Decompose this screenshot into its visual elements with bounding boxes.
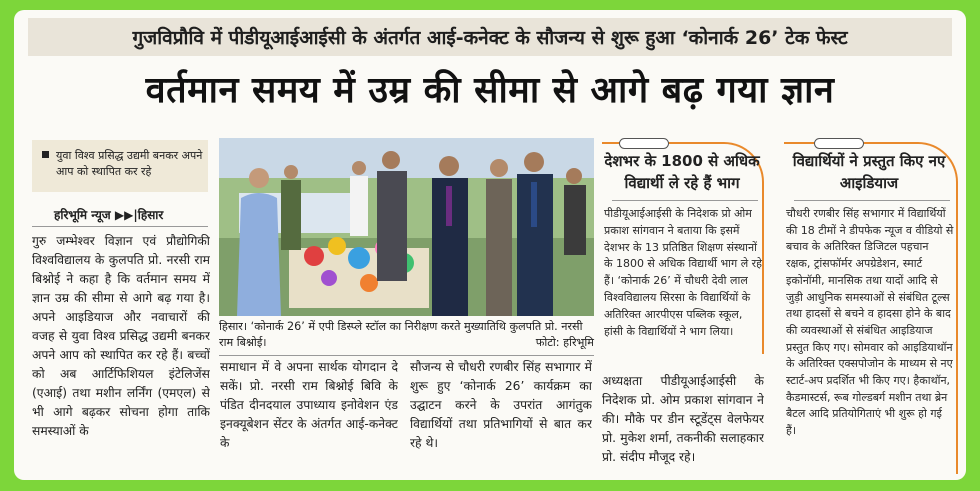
caption-divider bbox=[219, 355, 594, 356]
pin-icon bbox=[814, 138, 864, 149]
column-2-text: समाधान में वे अपना सार्थक योगदान दे सकें। प्रो. नरसी राम बिश्नोई बिवि के पंडित दीनदयाल उपाध्याय इनोवेशन एंड इनक्यूबेशन सेंटर के अंतर्गत आई-कनेक्ट के bbox=[220, 360, 398, 450]
byline: हरिभूमि न्यूज ▶▶|हिसार bbox=[54, 208, 164, 222]
box-body-right: चौधरी रणबीर सिंह सभागार में विद्यार्थियों की 18 टीमों ने डीपफेक न्यूज व वीडियो से बचाव के अतिरिक्त डिजिटल पहचान रक्षक, ट्रांसफॉर्मर अपग्रेडेशन, स्मार्ट इकोनॉमी, मानसिक तथा यादों आदि से जुड़ी आधुनिक समस्याओं से संबंधित टूल्स तथा हादसों से बचने व हादसा होने के बाद की व्यवस्थाओं से संबंधित आइडियाज प्रस्तुत किए गए। सोमवार को आइडियाथॉन के अतिरिक्त एक्सपोजोन के माध्यम से नए स्टार्ट-अप प्रदर्शित भी किए गए। हैकाथॉन, कैडमास्टर्स, रूब गोल्डबर्ग मशीन तथा ब्रेन बैटल आदि प्रतियोगिताएं भी शुरू हो गई हैं। bbox=[786, 207, 954, 438]
box-heading-divider-right bbox=[794, 200, 950, 201]
newspaper-clipping bbox=[14, 10, 966, 480]
highlight-text: युवा विश्व प्रसिद्ध उद्यमी बनकर अपने आप को स्थापित कर रहे bbox=[56, 149, 203, 178]
photo-credit: फोटो: हरिभूमि bbox=[535, 336, 594, 349]
column-4-text: अध्यक्षता पीडीयूआईआईसी के निदेशक प्रो. ओम प्रकाश सांगवान ने की। मौके पर डीन स्टूडेंट्स वेलफेयर प्रो. मुकेश शर्मा, तकनीकी सलाहकार प्रो. संदीप मौजूद रहे। bbox=[602, 374, 764, 464]
headline: वर्तमान समय में उम्र की सीमा से आगे बढ़ गया ज्ञान bbox=[145, 70, 835, 111]
pin-icon bbox=[619, 138, 669, 149]
box-heading-divider-middle bbox=[612, 200, 758, 201]
photo-illustration bbox=[219, 138, 594, 316]
byline-divider bbox=[32, 226, 208, 227]
bullet-icon bbox=[42, 151, 49, 158]
kicker-band bbox=[28, 18, 952, 56]
news-photo bbox=[219, 138, 594, 316]
box-body-middle: पीडीयूआईआईसी के निदेशक प्रो ओम प्रकाश सांगवान ने बताया कि इसमें देशभर के 13 प्रतिष्ठित शिक्षण संस्थानों के 1800 से अधिक विद्यार्थी भाग ले रहे हैं। ‘कोनार्क 26’ में चौधरी देवी लाल विश्वविद्यालय सिरसा के विद्यार्थियों के अतिरिक्त आरपीएस पब्लिक स्कूल, हांसी के विद्यार्थियों ने भाग लिया। bbox=[604, 207, 763, 338]
highlight-box bbox=[32, 140, 208, 192]
column-1-text: गुरु जम्भेश्वर विज्ञान एवं प्रौद्योगिकी विश्वविद्यालय के कुलपति प्रो. नरसी राम बिश्नोई ने कहा है कि वर्तमान समय में ज्ञान उम्र की सीमा से आगे बढ़ गया है। अपने आइडियाज और नवाचारों की वजह से युवा विश्व प्रसिद्ध उद्यमी बनकर अपने आप को स्थापित कर रहे हैं। बच्चों को अब आर्टिफिशियल इंटेलिजेंस (एआई) तथा मशीन लर्निंग (एमएल) से भी आगे बढ़कर सोचना होगा ताकि समस्याओं के bbox=[32, 234, 210, 438]
kicker-text: गुजविप्रौवि में पीडीयूआईआईसी के अंतर्गत आई-कनेक्ट के सौजन्य से शुरू हुआ ‘कोनार्क 26’ टेक फेस्ट bbox=[132, 27, 848, 49]
box-heading-right: विद्यार्थियों ने प्रस्तुत किए नए आइडियाज bbox=[792, 152, 946, 192]
photo-caption bbox=[219, 319, 594, 351]
photo-caption-text: हिसार। ‘कोनार्क 26’ में एपी डिस्प्ले स्टॉल का निरीक्षण करते मुख्यातिथि कुलपति प्रो. नरसी राम बिश्नोई। bbox=[219, 320, 583, 349]
box-heading-middle: देशभर के 1800 से अधिक विद्यार्थी ले रहे हैं भाग bbox=[604, 152, 760, 192]
column-3-text: सौजन्य से चौधरी रणबीर सिंह सभागार में शुरू हुए ‘कोनार्क 26’ कार्यक्रम का उद्घाटन करने के उपरांत आगंतुक विद्यार्थियों तथा प्रतिभागियों से बात कर रहे थे। bbox=[410, 360, 592, 450]
